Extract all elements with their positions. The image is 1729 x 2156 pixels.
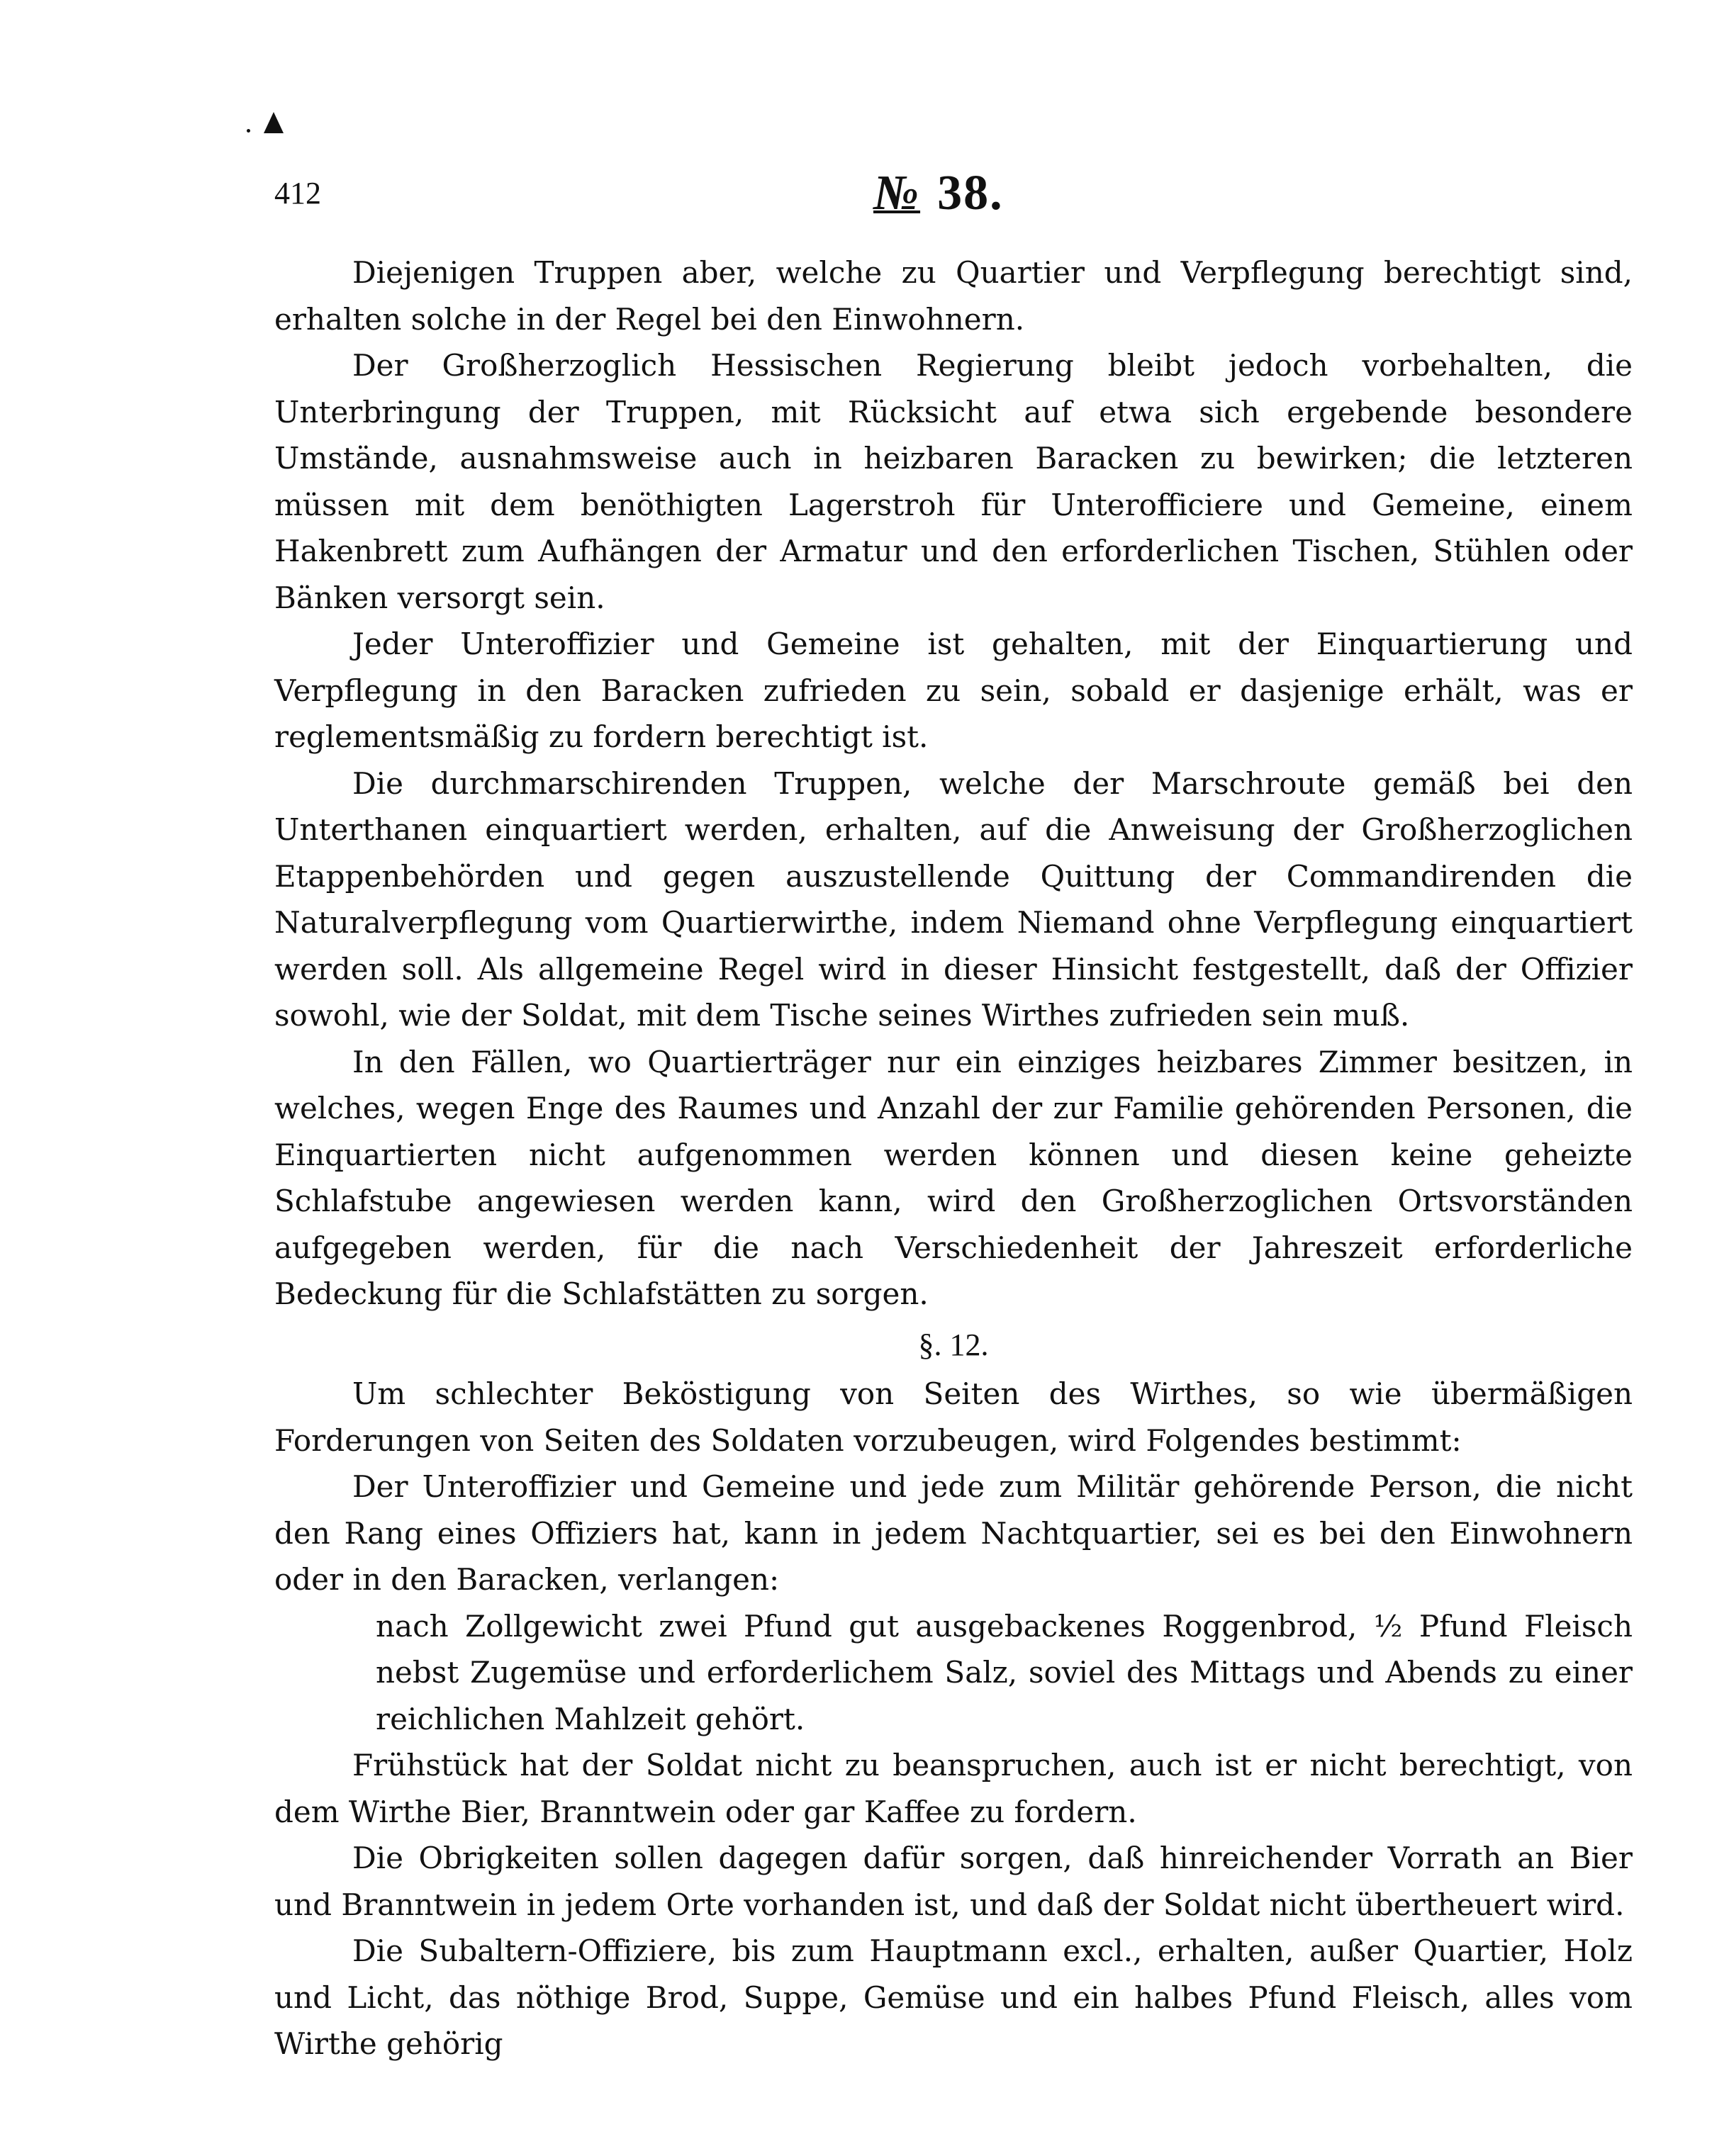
numero-sign: № (873, 166, 921, 220)
issue-number (873, 166, 1004, 220)
paragraph: Diejenigen Truppen aber, welche zu Quartier und Verpflegung berechtigt sind, erhalten solche in der Regel bei den Einwohnern. (274, 255, 1633, 337)
paragraph: Um schlechter Beköstigung von Seiten des Wirthes, so wie übermäßigen Forderungen von Seiten des Soldaten vorzubeugen, wird Folgendes bestimmt: (274, 1376, 1633, 1458)
issue-number-value: 38. (937, 166, 1004, 220)
dot-mark-icon (247, 129, 250, 133)
paragraph: Die durchmarschirenden Truppen, welche der Marschroute gemäß bei den Unterthanen einquartiert werden, erhalten, auf die Anweisung der Großherzoglichen Etappenbehörden und gegen auszustellende Quittung der Commandirenden die Naturalverpflegung vom Quartierwirthe, indem Niemand ohne Verpflegung einquartiert werden soll. Als allgemeine Regel wird in dieser Hinsicht festgestellt, daß der Offizier sowohl, wie der Soldat, mit dem Tische seines Wirthes zufrieden sein muß. (274, 765, 1633, 1033)
page-number: 412 (274, 176, 321, 210)
indented-provision: nach Zollgewicht zwei Pfund gut ausgebackenes Roggenbrod, ½ Pfund Fleisch nebst Zugemüse und erforderlichem Salz, soviel des Mittags und Abends zu einer reichlichen Mahlzeit gehört. (376, 1608, 1633, 1736)
paragraph: Jeder Unteroffizier und Gemeine ist gehalten, mit der Einquartierung und Verpflegung in den Baracken zufrieden zu sein, sobald er dasjenige erhält, was er reglementsmäßig zu fordern berechtigt ist. (274, 627, 1633, 754)
page-header (274, 166, 1633, 220)
document-body (274, 249, 1633, 2067)
paragraph: In den Fällen, wo Quartierträger nur ein einziges heizbares Zimmer besitzen, in welches, wegen Enge des Raumes und Anzahl der zur Familie gehörenden Personen, die Einquartierten nicht aufgenommen werden können und diesen keine geheizte Schlafstube angewiesen werden kann, wird den Großherzoglichen Ortsvorständen aufgegeben werden, für die nach Verschiedenheit der Jahreszeit erforderliche Bedeckung für die Schlafstätten zu sorgen. (274, 1044, 1633, 1311)
paragraph: Frühstück hat der Soldat nicht zu beanspruchen, auch ist er nicht berechtigt, von dem Wirthe Bier, Branntwein oder gar Kaffee zu fordern. (274, 1748, 1633, 1829)
paragraph: Der Großherzoglich Hessischen Regierung bleibt jedoch vorbehalten, die Unterbringung der Truppen, mit Rücksicht auf etwa sich ergebende besondere Umstände, ausnahmsweise auch in heizbaren Baracken zu bewirken; die letzteren müssen mit dem benöthigten Lagerstroh für Unterofficiere und Gemeine, einem Hakenbrett zum Aufhängen der Armatur und den erforderlichen Tischen, Stühlen oder Bänken versorgt sein. (274, 348, 1633, 615)
paragraph: Die Obrigkeiten sollen dagegen dafür sorgen, daß hinreichender Vorrath an Bier und Branntwein in jedem Orte vorhanden ist, und daß der Soldat nicht übertheuert wird. (274, 1841, 1633, 1922)
paragraph: Der Unteroffizier und Gemeine und jede zum Militär gehörende Person, die nicht den Rang eines Offiziers hat, kann in jedem Nachtquartier, sei es bei den Einwohnern oder in den Baracken, verlangen: (274, 1469, 1633, 1597)
section-heading: §. 12. (918, 1327, 989, 1362)
triangle-mark-icon (264, 112, 284, 133)
paragraph: Die Subaltern-Offiziere, bis zum Hauptmann excl., erhalten, außer Quartier, Holz und Licht, das nöthige Brod, Suppe, Gemüse und ein halbes Pfund Fleisch, alles vom Wirthe gehörig (274, 1933, 1633, 2061)
